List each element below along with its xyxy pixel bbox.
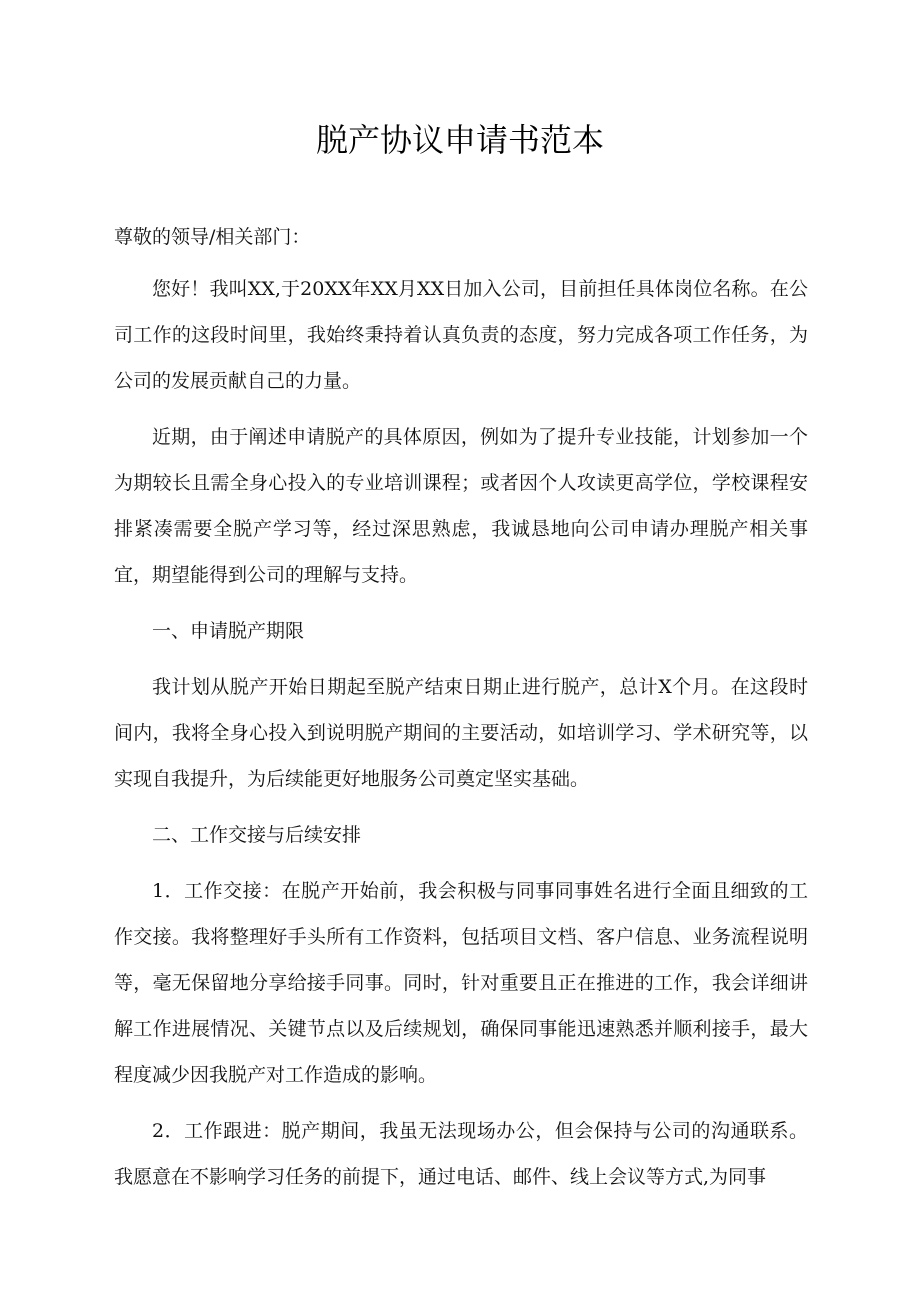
document-title: 脱产协议申请书范本 <box>315 121 604 159</box>
section-heading-period: 一、申请脱产期限 <box>152 620 305 642</box>
salutation: 尊敬的领导/相关部门： <box>114 226 311 248</box>
paragraph-handover-item-2: 2．工作跟进：脱产期间，我虽无法现场办公，但会保持与公司的沟通联系。我愿意在不影响学习任务的前提下，通过电话、邮件、线上会议等方式,为同事 <box>114 1120 808 1188</box>
document-body <box>114 214 808 1210</box>
paragraph-reason: 近期，由于阐述申请脱产的具体原因，例如为了提升专业技能，计划参加一个为期较长且需全身心投入的专业培训课程；或者因个人攻读更高学位，学校课程安排紧凑需要全脱产学习等，经过深思熟虑，我诚恳地向公司申请办理脱产相关事宜，期望能得到公司的理解与支持。 <box>114 426 808 586</box>
paragraph-period: 我计划从脱产开始日期起至脱产结束日期止进行脱产，总计X个月。在这段时间内，我将全身心投入到说明脱产期间的主要活动，如培训学习、学术研究等，以实现自我提升，为后续能更好地服务公司奠定坚实基础。 <box>114 676 808 790</box>
paragraph-intro: 您好！我叫XX,于20XX年XX月XX日加入公司，目前担任具体岗位名称。在公司工作的这段时间里，我始终秉持着认真负责的态度，努力完成各项工作任务，为公司的发展贡献自己的力量。 <box>114 278 808 392</box>
paragraph-handover-item-1: 1．工作交接：在脱产开始前，我会积极与同事同事姓名进行全面且细致的工作交接。我将整理好手头所有工作资料，包括项目文档、客户信息、业务流程说明等，毫无保留地分享给接手同事。同时，针对重要且正在推进的工作，我会详细讲解工作进展情况、关键节点以及后续规划，确保同事能迅速熟悉并顺利接手，最大程度减少因我脱产对工作造成的影响。 <box>114 880 808 1086</box>
section-heading-handover: 二、工作交接与后续安排 <box>152 824 362 846</box>
